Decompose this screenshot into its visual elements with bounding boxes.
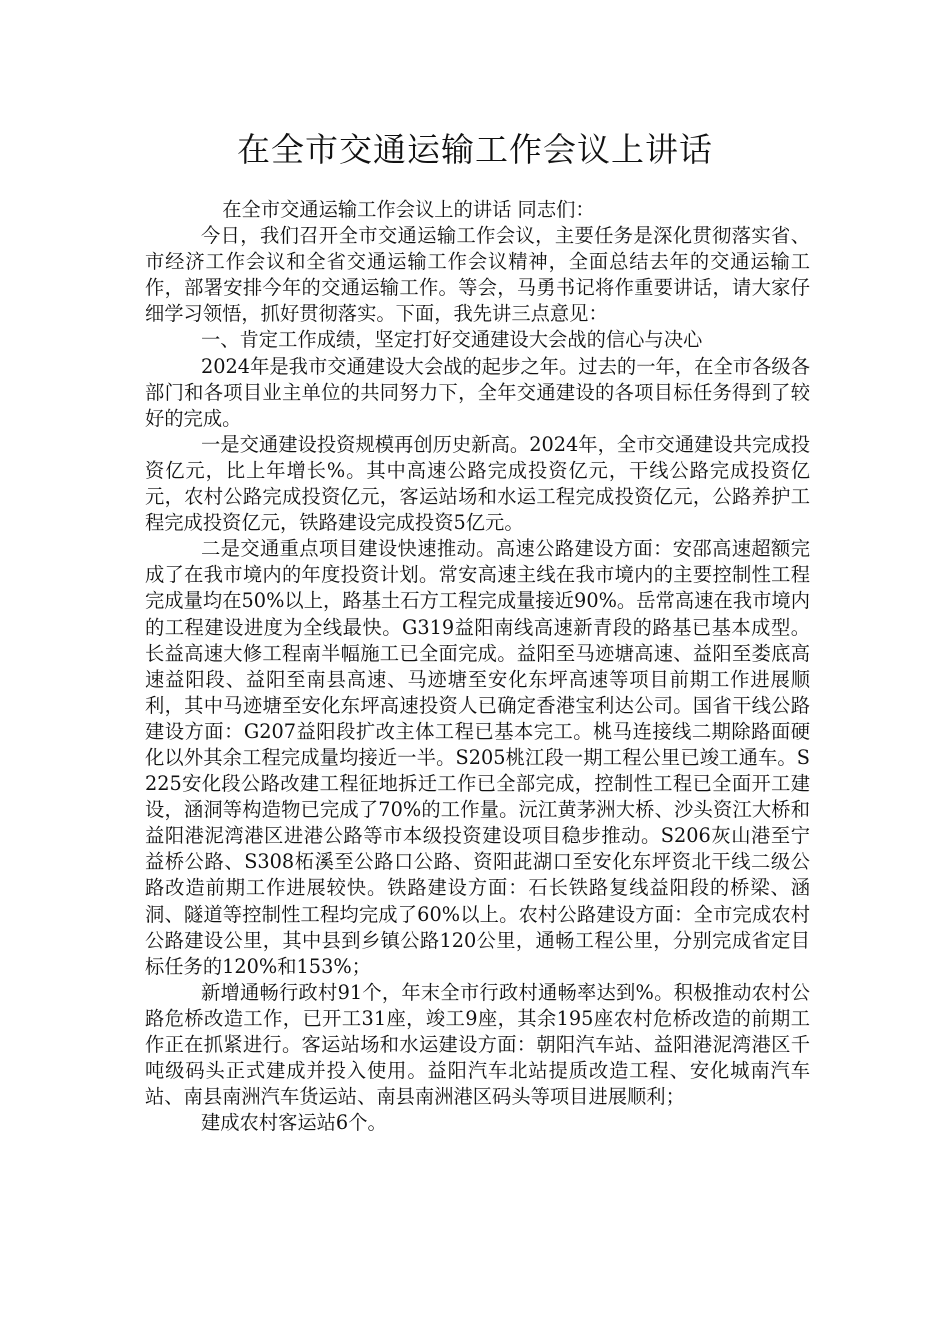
paragraph-investment: 一是交通建设投资规模再创历史新高。2024年，全市交通建设共完成投资亿元，比上年增长%。其中高速公路完成投资亿元，干线公路完成投资亿元，农村公路完成投资亿元，客运站场和水运工程完成投资亿元，公路养护工程完成投资亿元，铁路建设完成投资5亿元。 [145, 432, 810, 535]
paragraph-summary-2024: 2024年是我市交通建设大会战的起步之年。过去的一年，在全市各级各部门和各项目业主单位的共同努力下，全年交通建设的各项目标任务得到了较好的完成。 [145, 354, 810, 430]
paragraph-opening: 今日，我们召开全市交通运输工作会议，主要任务是深化贯彻落实省、市经济工作会议和全省交通运输工作会议精神，全面总结去年的交通运输工作，部署安排今年的交通运输工作。等会，马勇书记将作重要讲话，请大家仔细学习领悟，抓好贯彻落实。下面，我先讲三点意见： [145, 224, 810, 326]
paragraph-rural-roads: 新增通畅行政村91个，年末全市行政村通畅率达到%。积极推动农村公路危桥改造工作，已开工31座，竣工9座，其余195座农村危桥改造的前期工作正在抓紧进行。客运站场和水运建设方面：朝阳汽车站、益阳港泥湾港区千吨级码头正式建成并投入使用。益阳汽车北站提质改造工程、安化城南汽车站、南县南洲汽车货运站、南县南洲港区码头等项目进展顺利； [145, 980, 810, 1109]
paragraph-salutation: 在全市交通运输工作会议上的讲话 同志们： [222, 198, 595, 221]
paragraph-key-projects: 二是交通重点项目建设快速推动。高速公路建设方面：安邵高速超额完成了在我市境内的年度投资计划。常安高速主线在我市境内的主要控制性工程完成量均在50%以上，路基土石方工程完成量接近90%。岳常高速在我市境内的工程建设进度为全线最快。G319益阳南线高速新青段的路基已基本成型。长益高速大修工程南半幅施工已全面完成。益阳至马迹塘高速、益阳至娄底高速益阳段、益阳至南县高速、马迹塘至安化东坪高速等项目前期工作进展顺利，其中马迹塘至安化东坪高速投资人已确定香港宝利达公司。国省干线公路建设方面：G207益阳段扩改主体工程已基本完工。桃马连接线二期除路面硬化以外其余工程完成量均接近一半。S205桃江段一期工程公里已竣工通车。S225安化段公路改建工程征地拆迁工作已全部完成，控制性工程已全面开工建设，涵洞等构造物已完成了70%的工作量。沅江黄茅洲大桥、沙头资江大桥和益阳港泥湾港区进港公路等市本级投资建设项目稳步推动。S206灰山港至宁益桥公路、S308柘溪至公路口公路、资阳茈湖口至安化东坪资北干线二级公路改造前期工作进展较快。铁路建设方面：石长铁路复线益阳段的桥梁、涵洞、隧道等控制性工程均完成了60%以上。农村公路建设方面：全市完成农村公路建设公里，其中县到乡镇公路120公里，通畅工程公里，分别完成省定目标任务的120%和153%； [145, 537, 810, 978]
document-body [145, 197, 810, 1136]
section-heading-one: 一、肯定工作成绩，坚定打好交通建设大会战的信心与决心 [200, 328, 703, 352]
paragraph-rural-stations: 建成农村客运站6个。 [200, 1111, 387, 1135]
document-title: 在全市交通运输工作会议上讲话 [237, 130, 713, 169]
